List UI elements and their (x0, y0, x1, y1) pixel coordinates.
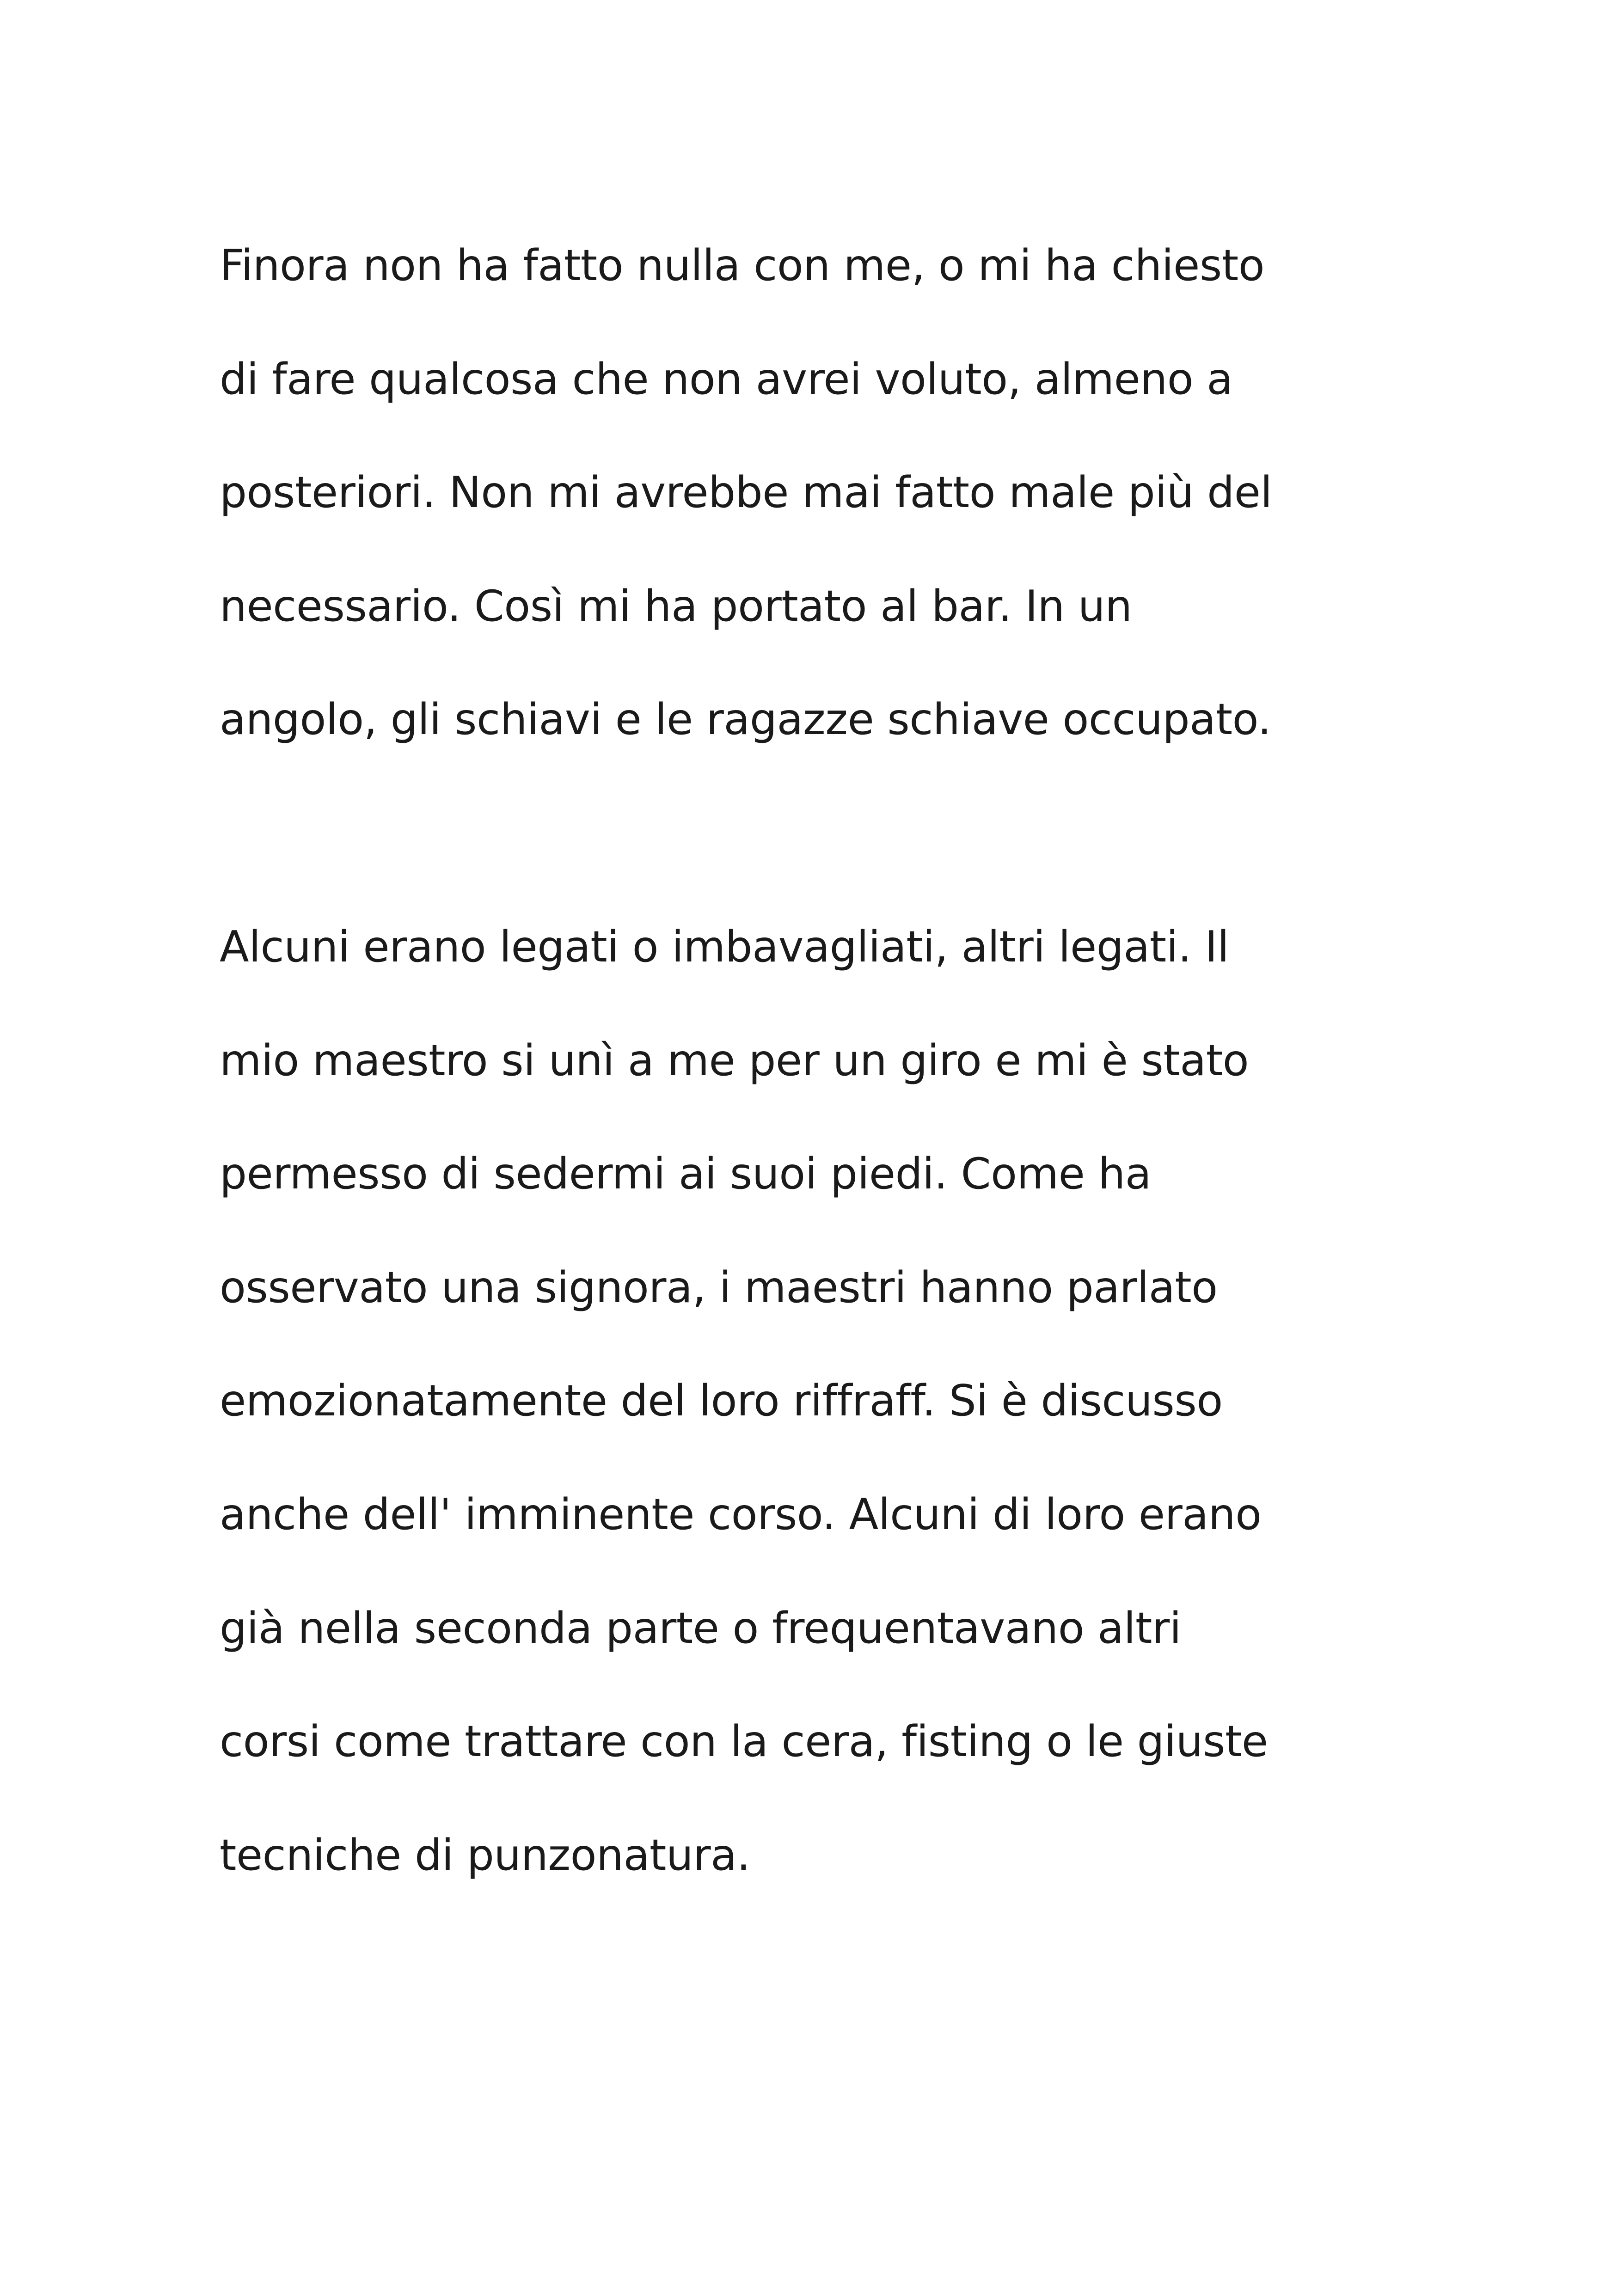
paragraph-1 (220, 209, 1422, 777)
text-line: Finora non ha fatto nulla con me, o mi ha chiesto (220, 240, 1265, 290)
text-line: posteriori. Non mi avrebbe mai fatto male più del (220, 467, 1272, 518)
text-line: mio maestro si unì a me per un giro e mi è stato (220, 1035, 1249, 1085)
text-line: anche dell' imminente corso. Alcuni di loro erano (220, 1489, 1262, 1539)
paragraph-2 (220, 890, 1422, 1912)
text-line: tecniche di punzonatura. (220, 1830, 750, 1880)
text-line: emozionatamente del loro riffraff. Si è discusso (220, 1376, 1223, 1426)
text-line: necessario. Così mi ha portato al bar. In un (220, 581, 1132, 631)
text-line: osservato una signora, i maestri hanno parlato (220, 1262, 1218, 1312)
text-line: permesso di sedermi ai suoi piedi. Come ha (220, 1149, 1152, 1199)
text-line: già nella seconda parte o frequentavano altri (220, 1603, 1182, 1653)
text-line: di fare qualcosa che non avrei voluto, almeno a (220, 354, 1233, 404)
text-line: corsi come trattare con la cera, fisting o le giuste (220, 1716, 1268, 1767)
text-line: Alcuni erano legati o imbavagliati, altri legati. Il (220, 922, 1229, 972)
text-line: angolo, gli schiavi e le ragazze schiave occupato. (220, 694, 1271, 745)
